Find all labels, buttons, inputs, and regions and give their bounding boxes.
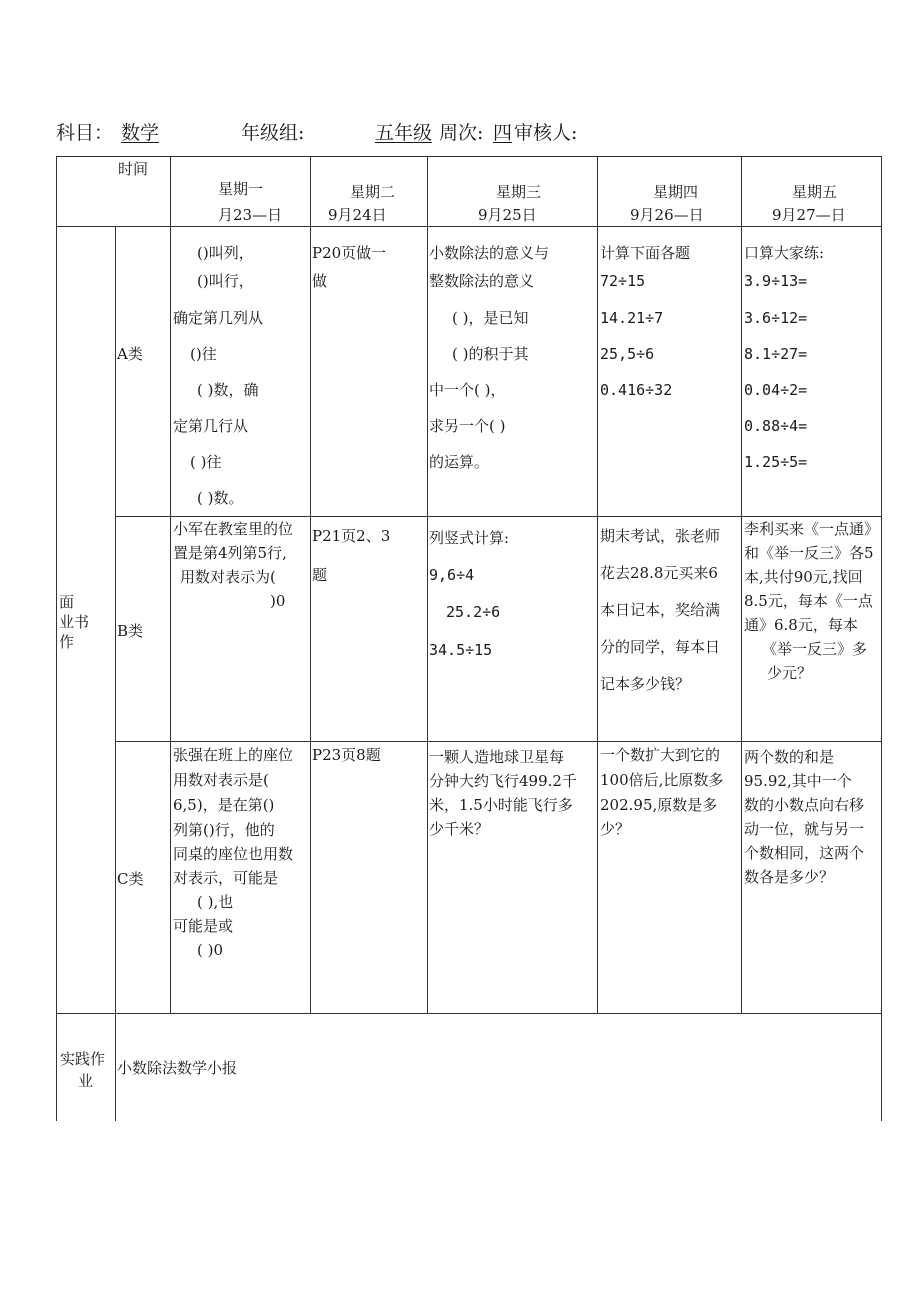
cell-line: 数各是多少？ <box>744 868 835 886</box>
cell-line: 列第()行，他的 <box>173 821 275 839</box>
day-date: 9月25日 <box>478 206 537 224</box>
cell-line: 14.21÷7 <box>600 309 664 327</box>
cell-line: 对表示，可能是 <box>173 869 279 887</box>
cell-line: 做 <box>312 272 328 290</box>
day-header: 星期二 <box>350 183 396 201</box>
reviewer-label: 审核人: <box>514 122 578 144</box>
cell-line: 和《举一反三》各5 <box>744 544 874 562</box>
section-label: 面 <box>59 593 75 611</box>
cell-line: 少元？ <box>767 664 813 682</box>
cell-line: 记本多少钱？ <box>600 675 691 693</box>
cell-line: 9,6÷4 <box>429 566 475 584</box>
day-date: 月23—日 <box>218 206 283 224</box>
cell-line: 口算大家练: <box>744 244 825 262</box>
day-header: 星期五 <box>792 183 838 201</box>
cell-line: ()叫行， <box>197 272 254 290</box>
cell-line: ()往 <box>190 345 217 363</box>
cell-line: 34.5÷15 <box>429 641 493 659</box>
cell-line: 72÷15 <box>600 272 646 290</box>
cell-line: 《举一反三》多 <box>762 640 868 658</box>
cell-line: )0 <box>270 592 286 610</box>
cell-line: ( )，是已知 <box>452 309 529 327</box>
cell-line: ()叫列， <box>197 244 254 262</box>
day-date: 9月24日 <box>328 206 387 224</box>
cell-line: 一个数扩大到它的 <box>600 746 721 764</box>
cell-line: 0.04÷2= <box>744 381 808 399</box>
cell-line: ( ),也 <box>197 893 234 911</box>
cell-line: 通》6.8元，每本 <box>744 616 858 634</box>
cell-line: 用数对表示是( <box>173 771 269 789</box>
practice-label: 实践作 <box>60 1050 106 1068</box>
cell-line: 3.6÷12= <box>744 309 808 327</box>
cell-line: 期末考试，张老师 <box>600 527 721 545</box>
cell-line: 25.2÷6 <box>446 603 501 621</box>
practice-content: 小数除法数学小报 <box>117 1059 238 1077</box>
cell-line: 计算下面各题 <box>600 244 691 262</box>
cell-line: 确定第几列从 <box>173 309 264 327</box>
row-label-a: A类 <box>117 345 143 363</box>
cell-line: 202.95,原数是多 <box>600 796 718 814</box>
cell-line: 同桌的座位也用数 <box>173 845 294 863</box>
cell-line: P21页2、3 <box>312 527 391 545</box>
cell-line: 8.5元，每本《一点 <box>744 592 873 610</box>
cell-line: 数的小数点向右移 <box>744 796 865 814</box>
cell-line: 8.1÷27= <box>744 345 808 363</box>
cell-line: P23页8题 <box>312 746 381 764</box>
cell-line: ( )的积于其 <box>452 345 529 363</box>
day-date: 9月27—日 <box>772 206 846 224</box>
cell-line: ( )数。 <box>197 489 244 507</box>
cell-line: 少？ <box>600 820 631 838</box>
day-date: 9月26—日 <box>630 206 704 224</box>
cell-line: ( )往 <box>190 453 222 471</box>
row-label-c: C类 <box>117 870 144 888</box>
cell-line: 可能是或 <box>173 917 234 935</box>
cell-line: 的运算。 <box>429 453 490 471</box>
cell-line: 小军在教室里的位 <box>173 520 294 538</box>
cell-line: ( )数，确 <box>197 381 259 399</box>
cell-line: 李利买来《一点通》 <box>744 520 880 538</box>
day-header: 星期一 <box>218 180 264 198</box>
cell-line: 0.88÷4= <box>744 417 808 435</box>
cell-line: 用数对表示为( <box>180 568 276 586</box>
cell-line: 3.9÷13= <box>744 272 808 290</box>
cell-line: 题 <box>312 566 328 584</box>
corner-label: 时间 <box>118 160 149 178</box>
week-value: 四 <box>493 122 513 144</box>
cell-line: 分钟大约飞行499.2千 <box>429 772 577 790</box>
section-label: 业书 <box>59 613 90 631</box>
day-header: 星期四 <box>653 183 699 201</box>
cell-line: 列竖式计算: <box>429 529 510 547</box>
cell-line: 两个数的和是 <box>744 748 835 766</box>
cell-line: 花去28.8元买来6 <box>600 564 718 582</box>
cell-line: 少千米？ <box>429 820 490 838</box>
row-label-b: B类 <box>117 622 144 640</box>
cell-line: 个数相同，这两个 <box>744 844 865 862</box>
cell-line: 本,共付90元,找回 <box>744 568 863 586</box>
cell-line: 求另一个( ) <box>429 417 506 435</box>
subject-value: 数学 <box>121 122 160 144</box>
cell-line: 置是第4列第5行, <box>173 544 287 562</box>
cell-line: 中一个( )， <box>429 381 506 399</box>
cell-line: 25,5÷6 <box>600 345 655 363</box>
week-label: 周次: <box>439 122 484 144</box>
cell-line: 整数除法的意义 <box>429 272 535 290</box>
cell-line: 一颗人造地球卫星每 <box>429 748 565 766</box>
cell-line: 动一位，就与另一 <box>744 820 865 838</box>
cell-line: 95.92,其中一个 <box>744 772 852 790</box>
cell-line: 0.416÷32 <box>600 381 673 399</box>
cell-line: 6,5)，是在第() <box>173 796 275 814</box>
cell-line: 本日记本，奖给满 <box>600 601 721 619</box>
cell-line: ( )0 <box>197 941 224 959</box>
day-header: 星期三 <box>496 183 542 201</box>
cell-line: 1.25÷5= <box>744 453 808 471</box>
cell-line: 100倍后,比原数多 <box>600 771 724 789</box>
section-label: 作 <box>59 633 75 651</box>
cell-line: 小数除法的意义与 <box>429 244 550 262</box>
cell-line: 米，1.5小时能飞行多 <box>429 796 573 814</box>
practice-label: 业 <box>78 1072 94 1090</box>
grade-label: 年级组: <box>241 122 305 144</box>
subject-label: 科目： <box>56 122 114 144</box>
cell-line: 定第几行从 <box>173 417 249 435</box>
cell-line: P20页做一 <box>312 244 387 262</box>
cell-line: 分的同学，每本日 <box>600 638 721 656</box>
cell-line: 张强在班上的座位 <box>173 746 294 764</box>
grade-value: 五年级 <box>375 122 433 144</box>
